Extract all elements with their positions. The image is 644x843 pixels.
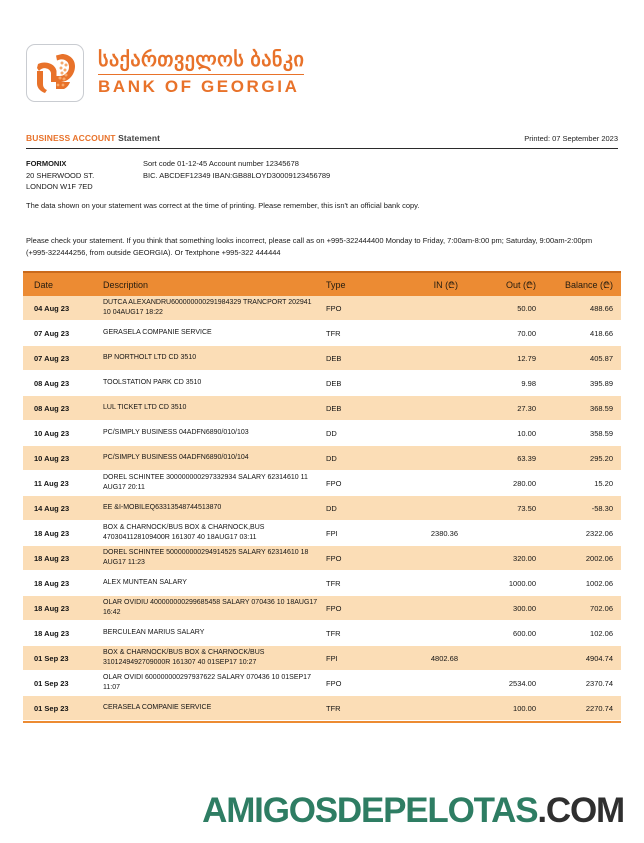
table-row: [23, 496, 621, 521]
contact-notice: Please check your statement. If you think that something looks incorrect, please call as on +995-322444400 Monday to Friday, 7:00am-8:00 pm; Saturday, 9:00am-2:00pm (+995-322444256, from outside GEORGIA). Or Textphone +995-322 444444: [26, 236, 593, 257]
cell-date: 01 Sep 23: [34, 653, 69, 663]
accuracy-notice: The data shown on your statement was correct at the time of printing. Please remember, this isn't an official bank copy.: [26, 201, 420, 210]
lion-logo-icon: [26, 44, 84, 102]
cell-type: FPI: [326, 528, 338, 538]
cell-description: OLAR OVIDI 600000000297937622 SALARY 070436 10 01SEP17 11:07: [103, 673, 311, 691]
table-row: [23, 471, 621, 496]
cell-description: BOX & CHARNOCK/BUS BOX & CHARNOCK,BUS 4703041128109400R 161307 40 18AUG17 03:11: [103, 523, 265, 541]
cell-balance: 102.06: [590, 628, 613, 638]
table-row: [23, 321, 621, 346]
cell-description: EE &I-MOBILEQ63313548744513870: [103, 503, 222, 511]
cell-description: BERCULEAN MARIUS SALARY: [103, 628, 205, 636]
table-row: [23, 521, 621, 546]
cell-type: TFR: [326, 628, 341, 638]
cell-out: 320.00: [513, 553, 536, 563]
cell-date: 07 Aug 23: [34, 353, 70, 363]
cell-description: OLAR OVIDIU 400000000299685458 SALARY 070436 10 18AUG17 16:42: [103, 598, 318, 616]
cell-balance: 1002.06: [585, 578, 613, 588]
cell-date: 07 Aug 23: [34, 328, 70, 338]
cell-out: 10.00: [517, 428, 536, 438]
table-row: [23, 446, 621, 471]
cell-description: BP NORTHOLT LTD CD 3510: [103, 353, 197, 361]
table-row: [23, 671, 621, 696]
statement-title-strong: BUSINESS ACCOUNT: [26, 133, 116, 143]
cell-balance: 2270.74: [585, 703, 613, 713]
cell-date: 18 Aug 23: [34, 578, 70, 588]
cell-out: 63.39: [517, 453, 536, 463]
cell-type: DD: [326, 503, 337, 513]
table-row: [23, 296, 621, 321]
watermark-primary: AMIGOSDEPELOTAS: [202, 791, 538, 830]
table-row: [23, 371, 621, 396]
table-body: [23, 296, 621, 721]
site-watermark: [202, 793, 624, 828]
table-row: [23, 346, 621, 371]
cell-balance: -58.30: [591, 503, 613, 513]
cell-type: FPO: [326, 478, 342, 488]
transactions-table: [23, 271, 621, 723]
cell-out: 70.00: [517, 328, 536, 338]
cell-date: 08 Aug 23: [34, 403, 70, 413]
cell-description: GERASELA COMPANIE SERVICE: [103, 328, 212, 336]
table-row: [23, 596, 621, 621]
cell-type: FPO: [326, 553, 342, 563]
cell-description: PC/SIMPLY BUSINESS 04ADFN6890/010/104: [103, 453, 249, 461]
customer-address: [26, 158, 94, 193]
cell-balance: 2322.06: [585, 528, 613, 538]
cell-out: 1000.00: [508, 578, 536, 588]
cell-type: TFR: [326, 328, 341, 338]
cell-out: 2534.00: [508, 678, 536, 688]
cell-description: PC/SIMPLY BUSINESS 04ADFN6890/010/103: [103, 428, 249, 436]
cell-date: 18 Aug 23: [34, 628, 70, 638]
cell-out: 73.50: [517, 503, 536, 513]
cell-balance: 395.89: [590, 378, 613, 388]
cell-date: 18 Aug 23: [34, 528, 70, 538]
cell-description: DOREL SCHINTEE 500000000294914525 SALARY 62314610 18 AUG17 11:23: [103, 548, 309, 566]
bank-name-georgian: საქართველოს ბანკი: [98, 49, 305, 72]
account-bic-iban-line: BIC. ABCDEF12349 IBAN:GB88LOYD30009123456789: [143, 170, 331, 180]
customer-address-line-2: LONDON W1F 7ED: [26, 182, 93, 192]
cell-balance: 4904.74: [585, 653, 613, 663]
table-row: [23, 621, 621, 646]
column-header-out: Out (₾): [506, 280, 536, 290]
table-header-row: [23, 271, 621, 296]
cell-balance: 2002.06: [585, 553, 613, 563]
table-row: [23, 421, 621, 446]
cell-date: 10 Aug 23: [34, 453, 70, 463]
table-row: [23, 546, 621, 571]
column-header-in: IN (₾): [433, 280, 458, 290]
cell-type: DD: [326, 453, 337, 463]
account-details: [143, 158, 330, 181]
cell-in: 2380.36: [430, 528, 458, 538]
cell-out: 50.00: [517, 303, 536, 313]
cell-balance: 15.20: [594, 478, 613, 488]
cell-type: FPO: [326, 678, 342, 688]
cell-in: 4802.68: [430, 653, 458, 663]
table-row: [23, 396, 621, 421]
cell-date: 11 Aug 23: [34, 478, 69, 488]
account-sortcode-line: Sort code 01-12-45 Account number 12345678: [143, 159, 299, 168]
cell-type: DEB: [326, 353, 342, 363]
cell-balance: 488.66: [590, 303, 613, 313]
column-header-date: Date: [34, 279, 54, 290]
cell-date: 18 Aug 23: [34, 603, 70, 613]
cell-out: 9.98: [521, 378, 536, 388]
cell-description: TOOLSTATION PARK CD 3510: [103, 378, 202, 386]
cell-balance: 2370.74: [585, 678, 613, 688]
table-bottom-border: [23, 721, 621, 723]
column-header-type: Type: [326, 279, 346, 290]
watermark-suffix: .COM: [537, 791, 624, 830]
cell-description: ALEX MUNTEAN SALARY: [103, 578, 187, 586]
cell-description: DOREL SCHINTEE 300000000297332934 SALARY 62314610 11 AUG17 20:11: [103, 473, 308, 491]
cell-out: 300.00: [513, 603, 536, 613]
cell-type: FPO: [326, 303, 342, 313]
logo-divider: [98, 74, 304, 75]
column-header-description: Description: [103, 279, 149, 290]
column-header-balance: Balance (₾): [565, 280, 613, 290]
cell-type: DEB: [326, 403, 342, 413]
cell-date: 08 Aug 23: [34, 378, 70, 388]
cell-type: TFR: [326, 578, 341, 588]
customer-address-line-1: 20 SHERWOOD ST.: [26, 170, 95, 180]
cell-balance: 702.06: [590, 603, 613, 613]
cell-out: 280.00: [513, 478, 536, 488]
cell-date: 18 Aug 23: [34, 553, 70, 563]
statement-title-rest: Statement: [115, 133, 161, 143]
customer-name: FORMONIX: [26, 159, 67, 168]
cell-balance: 418.66: [590, 328, 613, 338]
cell-type: TFR: [326, 703, 341, 713]
table-row: [23, 646, 621, 671]
cell-type: DD: [326, 428, 337, 438]
cell-balance: 358.59: [590, 428, 613, 438]
table-row: [23, 571, 621, 596]
bank-logo-wordmark: [98, 49, 304, 97]
statement-header: [26, 133, 618, 143]
cell-out: 600.00: [513, 628, 536, 638]
cell-description: LUL TICKET LTD CD 3510: [103, 403, 187, 411]
cell-balance: 405.87: [590, 353, 613, 363]
bank-logo: [26, 44, 304, 102]
header-divider: [26, 148, 618, 149]
cell-date: 01 Sep 23: [34, 678, 69, 688]
cell-out: 27.30: [517, 403, 536, 413]
cell-type: FPI: [326, 653, 338, 663]
bank-name-english: BANK OF GEORGIA: [98, 77, 300, 97]
cell-balance: 295.20: [590, 453, 613, 463]
cell-type: FPO: [326, 603, 342, 613]
cell-date: 01 Sep 23: [34, 703, 69, 713]
cell-description: DUTCA ALEXANDRU600000000291984329 TRANCPORT 202941 10 04AUG17 18:22: [103, 298, 312, 316]
cell-description: CERASELA COMPANIE SERVICE: [103, 703, 212, 711]
cell-out: 12.79: [517, 353, 536, 363]
cell-description: BOX & CHARNOCK/BUS BOX & CHARNOCK/BUS 3101249492709000R 161307 40 01SEP17 10:27: [103, 648, 265, 666]
cell-date: 10 Aug 23: [34, 428, 70, 438]
table-row: [23, 696, 621, 721]
cell-balance: 368.59: [590, 403, 613, 413]
cell-date: 14 Aug 23: [34, 503, 70, 513]
cell-out: 100.00: [513, 703, 536, 713]
cell-type: DEB: [326, 378, 342, 388]
cell-date: 04 Aug 23: [34, 303, 70, 313]
printed-date: Printed: 07 September 2023: [524, 134, 618, 143]
statement-title: [26, 133, 160, 143]
